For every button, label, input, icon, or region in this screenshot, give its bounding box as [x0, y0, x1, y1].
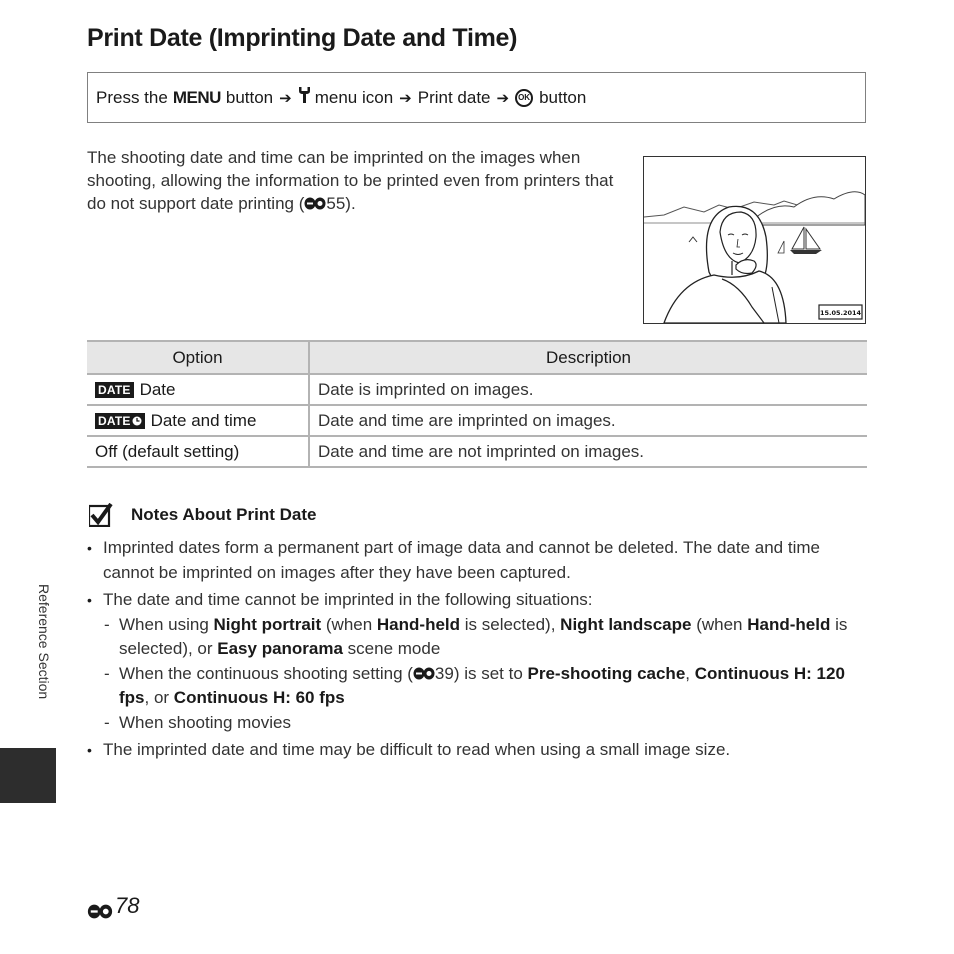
description-cell: Date and time are imprinted on images.: [309, 405, 867, 436]
page-number-text: 78: [115, 893, 140, 918]
option-cell: Off (default setting): [87, 436, 309, 467]
table-row: [87, 374, 867, 405]
bold-term: Pre-shooting cache: [527, 663, 686, 683]
arrow-right-icon: ➔: [399, 89, 412, 107]
bold-term: Easy panorama: [217, 639, 343, 658]
list-item: • The imprinted date and time may be difficult to read when using a small image size.: [87, 738, 867, 763]
menu-button-icon: MENU: [172, 87, 221, 107]
section-side-label: Reference Section: [36, 584, 52, 700]
notes-heading: [89, 503, 316, 527]
bold-term: Continuous H: 60 fps: [173, 688, 345, 707]
ok-button-icon: OK: [515, 89, 533, 107]
header-description: Description: [309, 341, 867, 374]
text: When the continuous shooting setting (: [119, 663, 413, 683]
page-title: Print Date (Imprinting Date and Time): [87, 24, 518, 52]
bold-term: Night landscape: [560, 614, 692, 634]
option-label: Date and time: [150, 410, 257, 430]
sub-list-item: - When shooting movies: [87, 711, 867, 736]
arrow-right-icon: ➔: [496, 89, 510, 107]
bold-term: Night portrait: [213, 614, 322, 634]
reference-e-icon: [87, 899, 113, 914]
page-number: [87, 893, 139, 919]
table-header-row: [87, 341, 867, 374]
text: is selected),: [460, 614, 561, 634]
section-tab-block: [0, 748, 56, 803]
notes-list: [87, 536, 867, 763]
description-cell: Date is imprinted on images.: [309, 374, 867, 405]
bold-term: Hand-held: [376, 614, 461, 634]
list-item: • Imprinted dates form a permanent part of image data and cannot be deleted. The date and time cannot be imprinted on images after they have been captured.: [87, 536, 867, 585]
reference-e-icon: [413, 663, 435, 676]
intro-paragraph: [87, 146, 617, 215]
wrench-icon: [298, 86, 311, 109]
arrow-right-icon: ➔: [279, 89, 292, 107]
date-stamp-text: 15.05.2014: [819, 309, 862, 317]
text: scene mode: [342, 639, 441, 658]
date-icon: DATE: [95, 382, 134, 398]
sample-photo-illustration: [643, 156, 866, 324]
text: ) is set to: [453, 663, 528, 683]
text: (when: [321, 614, 377, 634]
nav-button-text: button: [225, 87, 274, 107]
table-row: [87, 436, 867, 467]
text: is selected), or: [119, 614, 848, 658]
checkmark-icon: [89, 503, 113, 527]
description-cell: Date and time are not imprinted on images.: [309, 436, 867, 467]
header-option: Option: [87, 341, 309, 374]
date-time-icon: [95, 413, 145, 429]
nav-print-date-text: Print date: [417, 87, 491, 107]
sub-list-item: [87, 662, 867, 711]
clock-icon: [132, 416, 142, 426]
option-label: Date: [139, 379, 176, 399]
date-time-icon-label: DATE: [98, 413, 131, 428]
nav-button2-text: button: [539, 87, 587, 107]
options-table: [87, 340, 867, 468]
text: 39: [434, 663, 454, 683]
intro-text: The shooting date and time can be imprinted on the images when shooting, allowing the information to be printed even from printers that do not support date printing (: [87, 148, 614, 213]
intro-close: ).: [345, 194, 356, 213]
text: (when: [691, 614, 748, 634]
menu-path-box: [87, 72, 866, 123]
nav-menu-icon-text: menu icon: [314, 87, 394, 107]
text: , or: [144, 688, 174, 707]
table-row: [87, 405, 867, 436]
option-cell: [87, 374, 309, 405]
bold-term: Hand-held: [747, 614, 831, 634]
option-cell: [87, 405, 309, 436]
bold-term: Continuous H: 120 fps: [119, 663, 845, 707]
notes-heading-text: Notes About Print Date: [131, 505, 317, 524]
text: When using: [119, 614, 214, 634]
intro-ref: 55: [326, 194, 346, 213]
list-item: • The date and time cannot be imprinted in the following situations:: [87, 588, 867, 613]
sub-list-item: [87, 613, 867, 662]
nav-press-text: Press the: [96, 87, 168, 107]
reference-e-icon: [304, 193, 326, 206]
text: ,: [685, 663, 695, 683]
